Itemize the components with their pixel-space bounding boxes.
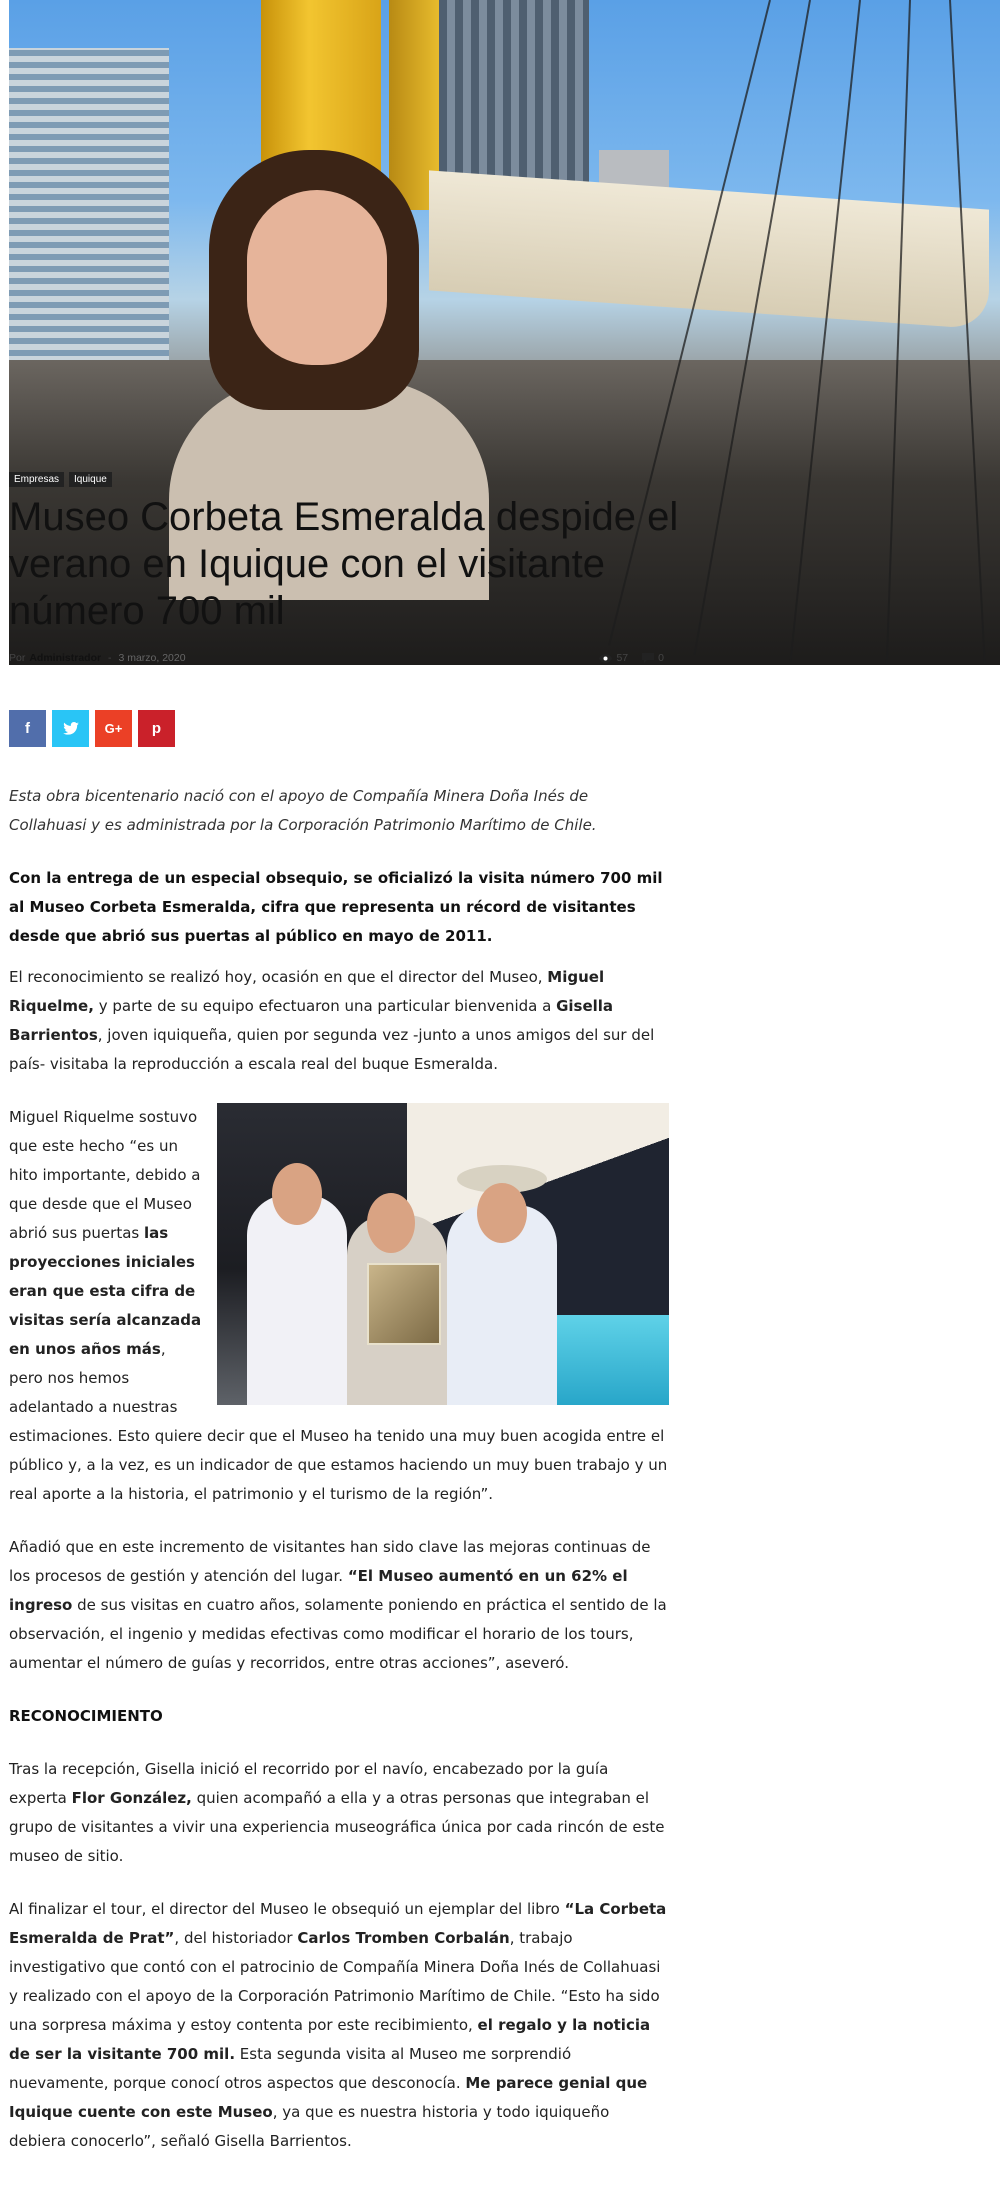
body-paragraph: Al finalizar el tour, el director del Museo le obsequió un ejemplar del libro “La Corbeta Esmeralda de Prat”, del historiador Carlos Tromben Corbalán, trabajo investigativo que contó con el patrocinio de Compañía Minera Doña Inés de Collahuasi y realizado con el apoyo de la Corporación Patrimonio Marítimo de Chile. “Esto ha sido una sorpresa máxima y estoy contenta por este recibimiento, el regalo y la noticia de ser la visitante 700 mil. Esta segunda visita al Museo me sorprendió nuevamente, porque conocí otros aspectos que desconocía. Me parece genial que Iquique cuente con este Museo, ya que es nuestra historia y todo iquiqueño debiera conocerlo”, señaló Gisella Barrientos.: [9, 1900, 667, 2150]
pinterest-share-button[interactable]: [138, 710, 175, 747]
article-body: [9, 782, 669, 2180]
share-buttons: [9, 710, 175, 747]
facebook-icon: f: [25, 720, 30, 737]
facebook-share-button[interactable]: [9, 710, 46, 747]
category-tag-empresas[interactable]: Empresas: [9, 472, 64, 487]
comment-icon: [642, 653, 654, 663]
byline: [9, 652, 664, 664]
comments-count[interactable]: [642, 652, 664, 664]
category-tag-iquique[interactable]: Iquique: [69, 472, 112, 487]
google-plus-icon: G+: [104, 721, 123, 736]
body-paragraph: Miguel Riquelme sostuvo que este hecho “es un hito importante, debido a que desde que el Museo abrió sus puertas las proyecciones iniciales eran que esta cifra de visitas sería alcanzada en unos años más, pero nos hemos adelantado a nuestras estimaciones. Esto quiere decir que el Museo ha tenido una muy buen acogida entre el público y, a la vez, es un indicador de que estamos haciendo un muy buen trabajo y un real aporte a la historia, el patrimonio y el turismo de la región”.: [9, 1103, 669, 1509]
book-gift: [367, 1263, 441, 1345]
section-heading: RECONOCIMIENTO: [9, 1707, 163, 1725]
intro-paragraph: Esta obra bicentenario nació con el apoyo de Compañía Minera Doña Inés de Collahuasi y es administrada por la Corporación Patrimonio Marítimo de Chile.: [9, 787, 597, 834]
category-tags: [9, 472, 112, 487]
byline-prefix: Por: [9, 652, 26, 664]
google-plus-share-button[interactable]: [95, 710, 132, 747]
twitter-share-button[interactable]: [52, 710, 89, 747]
article-stats: [599, 652, 664, 664]
article-title: Museo Corbeta Esmeralda despide el verano en Iquique con el visitante número 700 mil: [9, 495, 679, 633]
views-count: [599, 652, 628, 664]
publish-date: 3 marzo, 2020: [118, 652, 186, 664]
featured-person: [159, 150, 519, 450]
background-building: [9, 48, 169, 368]
body-paragraph: El reconocimiento se realizó hoy, ocasión en que el director del Museo, Miguel Riquelme, y parte de su equipo efectuaron una particular bienvenida a Gisella Barrientos, joven iquiqueña, quien por segunda vez -junto a unos amigos del sur del país- visitaba la reproducción a escala real del buque Esmeralda.: [9, 968, 655, 1073]
article-photo: [217, 1103, 669, 1405]
article-meta: [9, 652, 664, 668]
body-paragraph: Añadió que en este incremento de visitantes han sido clave las mejoras continuas de los procesos de gestión y atención del lugar. “El Museo aumentó en un 62% el ingreso de sus visitas en cuatro años, solamente poniendo en práctica el sentido de la observación, el ingenio y medidas efectivas como modificar el horario de los tours, aumentar el número de guías y recorridos, entre otras acciones”, aseveró.: [9, 1538, 667, 1672]
author-link[interactable]: Administrador: [29, 652, 102, 664]
twitter-icon: [63, 722, 79, 735]
lead-paragraph: Con la entrega de un especial obsequio, se oficializó la visita número 700 mil al Museo Corbeta Esmeralda, cifra que representa un récord de visitantes desde que abrió sus puertas al público en mayo de 2011.: [9, 869, 663, 945]
comments-value: 0: [658, 652, 664, 664]
eye-icon: [599, 654, 612, 663]
byline-separator: -: [108, 652, 112, 664]
views-value: 57: [616, 652, 629, 664]
body-paragraph: Tras la recepción, Gisella inició el recorrido por el navío, encabezado por la guía experta Flor González, quien acompañó a ella y a otras personas que integraban el grupo de visitantes a vivir una experiencia museográfica única por cada rincón de este museo de sitio.: [9, 1760, 665, 1865]
pinterest-icon: p: [151, 720, 162, 737]
